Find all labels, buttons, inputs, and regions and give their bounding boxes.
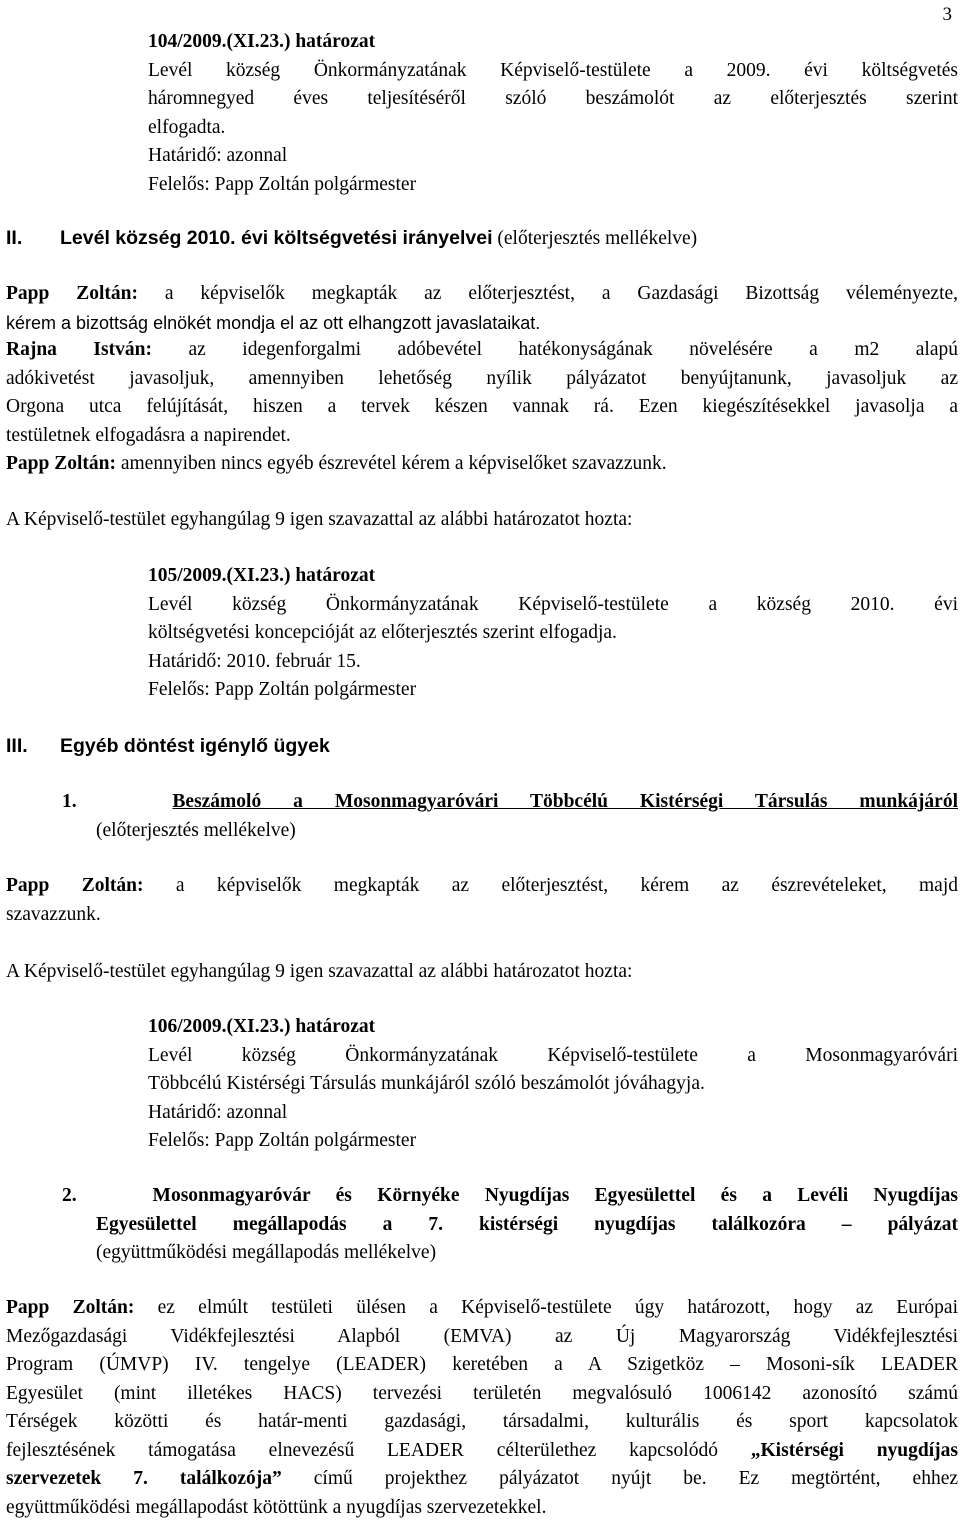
- speech-line: kérem a bizottság elnökét mondja el az ott elhangzott javaslataikat.: [6, 309, 958, 338]
- resolution-deadline: Határidő: 2010. február 15.: [148, 648, 958, 677]
- resolution-deadline: Határidő: azonnal: [148, 1099, 958, 1128]
- resolution-title: 105/2009.(XI.23.) határozat: [148, 562, 958, 591]
- speech-line: Papp Zoltán: amennyiben nincs egyéb észrevétel kérem a képviselőket szavazzunk.: [6, 450, 958, 479]
- speech-line: Papp Zoltán: ez elmúlt testületi ülésen a Képviselő-testülete úgy határozott, hogy az Európai: [6, 1294, 958, 1323]
- resolution-text-line: Levél község Önkormányzatának Képviselő-testülete a 2009. évi költségvetés: [148, 57, 958, 86]
- resolution-responsible: Felelős: Papp Zoltán polgármester: [148, 1127, 958, 1156]
- speech-line: adókivetést javasoljuk, amennyiben lehetőség nyílik pályázatot benyújtanunk, javasoljuk az: [6, 365, 958, 394]
- speech-line: fejlesztésének támogatása elnevezésű LEADER célterülethez kapcsolódó „Kistérségi nyugdíjas: [6, 1437, 958, 1466]
- speech-line: Egyesület (mint illetékes HACS) tervezési területén megvalósuló 1006142 azonosító számú: [6, 1380, 958, 1409]
- resolution-text-line: Levél község Önkormányzatának Képviselő-testülete a község 2010. évi: [148, 591, 958, 620]
- resolution-deadline: Határidő: azonnal: [148, 142, 958, 171]
- vote-statement: A Képviselő-testület egyhangúlag 9 igen szavazattal az alábbi határozatot hozta:: [6, 506, 958, 535]
- agenda-item-number: 1.: [62, 791, 77, 812]
- speaker-name: Papp Zoltán:: [6, 1297, 134, 1318]
- agenda-item-note: (együttműködési megállapodás mellékelve): [62, 1239, 958, 1268]
- speaker-name: Papp Zoltán:: [6, 875, 144, 896]
- section-heading: [60, 224, 697, 252]
- resolution-responsible: Felelős: Papp Zoltán polgármester: [148, 171, 958, 200]
- agenda-item-1: [62, 788, 958, 845]
- speech-line: testületnek elfogadásra a napirendet.: [6, 422, 958, 451]
- agenda-item-2: [62, 1182, 958, 1268]
- resolution-title: 106/2009.(XI.23.) határozat: [148, 1013, 958, 1042]
- speech-line: szervezetek 7. találkozója” című projekthez pályázatot nyújt be. Ez megtörtént, ehhez: [6, 1465, 958, 1494]
- resolution-responsible: Felelős: Papp Zoltán polgármester: [148, 676, 958, 705]
- vote-statement: A Képviselő-testület egyhangúlag 9 igen szavazattal az alábbi határozatot hozta:: [6, 958, 958, 987]
- resolution-title: 104/2009.(XI.23.) határozat: [148, 28, 958, 57]
- section-number: II.: [6, 224, 22, 252]
- resolution-104: [148, 28, 958, 199]
- agenda-item-number: 2.: [62, 1185, 77, 1206]
- resolution-text-line: Többcélú Kistérségi Társulás munkájáról szóló beszámolót jóváhagyja.: [148, 1070, 958, 1099]
- agenda-item-note: (előterjesztés mellékelve): [62, 817, 958, 846]
- page-number: 3: [943, 4, 953, 26]
- agenda-item-title: Egyesülettel megállapodás a 7. kistérségi nyugdíjas találkozóra – pályázat: [62, 1211, 958, 1240]
- speech-line: Rajna István: az idegenforgalmi adóbevétel hatékonyságának növelésére a m2 alapú: [6, 336, 958, 365]
- speech-rajna: [6, 336, 958, 450]
- resolution-text-line: költségvetési koncepcióját az előterjesztés szerint elfogadja.: [148, 619, 958, 648]
- project-title: „Kistérségi nyugdíjas: [751, 1440, 958, 1461]
- speech-papp-3: [6, 872, 958, 929]
- agenda-item-title: 2. Mosonmagyaróvár és Környéke Nyugdíjas Egyesülettel és a Levéli Nyugdíjas: [62, 1182, 958, 1211]
- speaker-name: Rajna István:: [6, 339, 152, 360]
- resolution-text-line: elfogadta.: [148, 114, 958, 143]
- section-title: Levél község 2010. évi költségvetési irányelvei: [60, 227, 493, 249]
- project-title: szervezetek 7. találkozója”: [6, 1468, 282, 1489]
- resolution-105: [148, 562, 958, 705]
- speech-papp-4: [6, 1294, 958, 1522]
- speech-line: Mezőgazdasági Vidékfejlesztési Alapból (EMVA) az Új Magyarország Vidékfejlesztési: [6, 1323, 958, 1352]
- speech-line: Program (ÚMVP) IV. tengelye (LEADER) keretében a A Szigetköz – Mosoni-sík LEADER: [6, 1351, 958, 1380]
- resolution-text-line: Levél község Önkormányzatának Képviselő-testülete a Mosonmagyaróvári: [148, 1042, 958, 1071]
- section-number: III.: [6, 732, 28, 760]
- section-title: Egyéb döntést igénylő ügyek: [60, 732, 330, 760]
- speech-line: szavazzunk.: [6, 901, 958, 930]
- resolution-text-line: háromnegyed éves teljesítéséről szóló beszámolót az előterjesztés szerint: [148, 85, 958, 114]
- speech-line: Papp Zoltán: a képviselők megkapták az előterjesztést, a Gazdasági Bizottság véleményezte,: [6, 280, 958, 309]
- speech-line: együttműködési megállapodást kötöttünk a nyugdíjas szervezetekkel.: [6, 1494, 958, 1522]
- speech-line: Orgona utca felújítását, hiszen a tervek készen vannak rá. Ezen kiegészítésekkel javasolja a: [6, 393, 958, 422]
- agenda-item-title: 1. Beszámoló a Mosonmagyaróvári Többcélú Kistérségi Társulás munkájáról: [62, 788, 958, 817]
- resolution-106: [148, 1013, 958, 1156]
- speaker-name: Papp Zoltán:: [6, 283, 138, 304]
- speech-papp-2: [6, 450, 958, 479]
- speaker-name: Papp Zoltán:: [6, 453, 116, 474]
- speech-papp-1: [6, 280, 958, 337]
- section-note: (előterjesztés mellékelve): [497, 228, 697, 249]
- speech-line: Térségek közötti és határ-menti gazdasági, társadalmi, kulturális és sport kapcsolatok: [6, 1408, 958, 1437]
- speech-line: Papp Zoltán: a képviselők megkapták az előterjesztést, kérem az észrevételeket, majd: [6, 872, 958, 901]
